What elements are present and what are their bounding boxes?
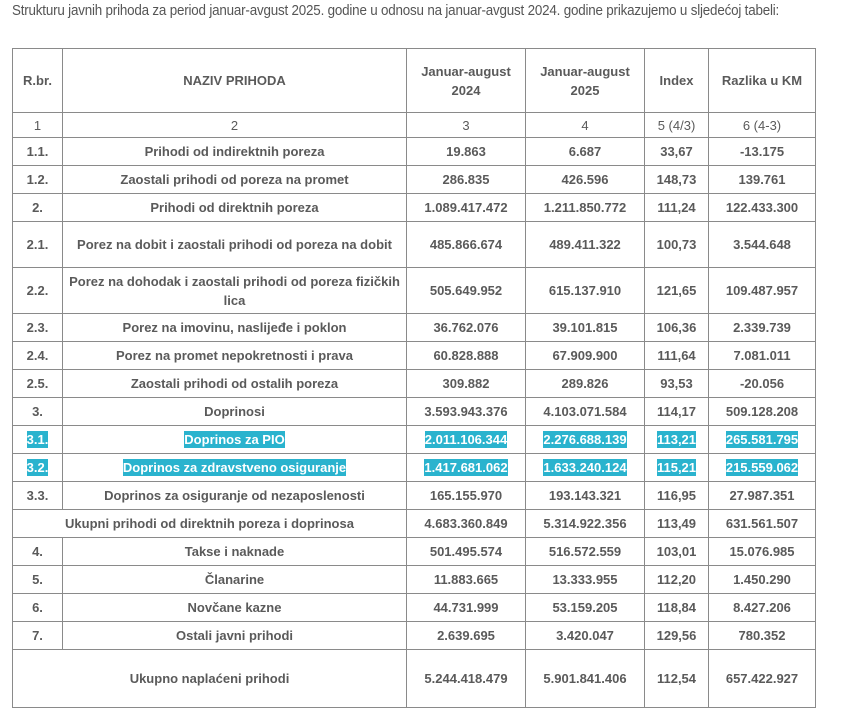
cell-naziv: Porez na promet nepokretnosti i prava	[63, 342, 407, 370]
cell-2025: 13.333.955	[526, 566, 645, 594]
highlighted-text: 115,21	[656, 460, 697, 475]
cell-razlika	[709, 454, 816, 482]
cell-2025: 67.909.900	[526, 342, 645, 370]
cell-index: 118,84	[645, 594, 709, 622]
cell-2025	[526, 454, 645, 482]
header-2024-line1: Januar-august	[421, 63, 511, 79]
table-row-highlighted	[13, 426, 816, 454]
cell-razlika: 2.339.739	[709, 314, 816, 342]
cell-naziv	[63, 454, 407, 482]
cell-razlika: 780.352	[709, 622, 816, 650]
cell-razlika: 3.544.648	[709, 222, 816, 268]
table-row	[13, 194, 816, 222]
cell-2024: 286.835	[407, 166, 526, 194]
cell-rbr: 6.	[13, 594, 63, 622]
cell-2025: 6.687	[526, 138, 645, 166]
cell-2024: 165.155.970	[407, 482, 526, 510]
cell-index: 113,49	[645, 510, 709, 538]
cell-naziv: Doprinos za osiguranje od nezaposlenosti	[63, 482, 407, 510]
cell-razlika: 1.450.290	[709, 566, 816, 594]
cell-2025: 489.411.322	[526, 222, 645, 268]
cell-index: 112,20	[645, 566, 709, 594]
cell-2024: 19.863	[407, 138, 526, 166]
cell-2025: 5.314.922.356	[526, 510, 645, 538]
cell-rbr: 2.1.	[13, 222, 63, 268]
cell-rbr: 4.	[13, 538, 63, 566]
header-2025	[526, 49, 645, 113]
cell-2024: 11.883.665	[407, 566, 526, 594]
cell-naziv: Zaostali prihodi od poreza na promet	[63, 166, 407, 194]
cell-razlika	[709, 426, 816, 454]
cell-2025: 3.420.047	[526, 622, 645, 650]
table-row	[13, 342, 816, 370]
cell-2024	[407, 454, 526, 482]
header-2024-line2: 2024	[451, 82, 481, 98]
cell-index: 129,56	[645, 622, 709, 650]
highlighted-text: 3.1.	[26, 432, 49, 447]
cell-rbr: 7.	[13, 622, 63, 650]
cell-2025: 516.572.559	[526, 538, 645, 566]
cell-2025: 1.211.850.772	[526, 194, 645, 222]
header-razlika: Razlika u KM	[709, 49, 816, 113]
cell-index	[645, 454, 709, 482]
cell-2025: 39.101.815	[526, 314, 645, 342]
cell-index: 111,64	[645, 342, 709, 370]
colnum-2: 2	[63, 113, 407, 138]
table-row	[13, 222, 816, 268]
cell-2025	[526, 426, 645, 454]
table-row	[13, 138, 816, 166]
highlighted-text: 1.417.681.062	[424, 460, 508, 475]
highlighted-text: Doprinos za zdravstveno osiguranje	[122, 460, 347, 475]
cell-naziv: Porez na dobit i zaostali prihodi od poreza na dobit	[63, 222, 407, 268]
header-2025-line2: 2025	[570, 82, 600, 98]
cell-index: 114,17	[645, 398, 709, 426]
cell-naziv: Prihodi od indirektnih poreza	[63, 138, 407, 166]
cell-index: 111,24	[645, 194, 709, 222]
cell-razlika: 139.761	[709, 166, 816, 194]
cell-rbr: 2.	[13, 194, 63, 222]
cell-naziv: Prihodi od direktnih poreza	[63, 194, 407, 222]
highlighted-text: 2.011.106.344	[424, 432, 508, 447]
table-row	[13, 538, 816, 566]
cell-rbr	[13, 426, 63, 454]
colnum-3: 3	[407, 113, 526, 138]
cell-naziv: Novčane kazne	[63, 594, 407, 622]
cell-index: 93,53	[645, 370, 709, 398]
cell-rbr: 2.3.	[13, 314, 63, 342]
table-row	[13, 594, 816, 622]
colnum-5: 5 (4/3)	[645, 113, 709, 138]
subtotal-row	[13, 510, 816, 538]
cell-2024: 4.683.360.849	[407, 510, 526, 538]
cell-2025: 426.596	[526, 166, 645, 194]
cell-razlika: 509.128.208	[709, 398, 816, 426]
cell-2024: 505.649.952	[407, 268, 526, 314]
header-row	[13, 49, 816, 113]
cell-naziv: Zaostali prihodi od ostalih poreza	[63, 370, 407, 398]
table-row	[13, 166, 816, 194]
cell-razlika: 109.487.957	[709, 268, 816, 314]
highlighted-text: 3.2.	[26, 460, 49, 475]
table-row	[13, 622, 816, 650]
cell-rbr: 2.4.	[13, 342, 63, 370]
cell-naziv: Takse i naknade	[63, 538, 407, 566]
cell-razlika: 15.076.985	[709, 538, 816, 566]
cell-naziv: Ukupno naplaćeni prihodi	[13, 650, 407, 708]
cell-2025: 5.901.841.406	[526, 650, 645, 708]
table-row	[13, 314, 816, 342]
cell-2024: 1.089.417.472	[407, 194, 526, 222]
cell-naziv: Članarine	[63, 566, 407, 594]
cell-naziv: Ukupni prihodi od direktnih poreza i doprinosa	[13, 510, 407, 538]
cell-index: 121,65	[645, 268, 709, 314]
highlighted-text: 1.633.240.124	[543, 460, 627, 475]
table-row-highlighted	[13, 454, 816, 482]
cell-index	[645, 426, 709, 454]
cell-2024: 485.866.674	[407, 222, 526, 268]
colnum-1: 1	[13, 113, 63, 138]
highlighted-text: 265.581.795	[725, 432, 799, 447]
cell-naziv: Porez na dohodak i zaostali prihodi od poreza fizičkih lica	[63, 268, 407, 314]
cell-naziv: Porez na imovinu, naslijeđe i poklon	[63, 314, 407, 342]
column-number-row	[13, 113, 816, 138]
cell-index: 100,73	[645, 222, 709, 268]
revenue-table	[12, 48, 816, 708]
cell-2024	[407, 426, 526, 454]
header-index: Index	[645, 49, 709, 113]
table-row	[13, 398, 816, 426]
cell-2025: 289.826	[526, 370, 645, 398]
grand-total-row	[13, 650, 816, 708]
cell-index: 103,01	[645, 538, 709, 566]
highlighted-text: Doprinos za PIO	[184, 432, 285, 447]
cell-razlika: -13.175	[709, 138, 816, 166]
cell-2025: 193.143.321	[526, 482, 645, 510]
cell-razlika: 122.433.300	[709, 194, 816, 222]
cell-index: 33,67	[645, 138, 709, 166]
cell-index: 116,95	[645, 482, 709, 510]
header-2024	[407, 49, 526, 113]
cell-2024: 501.495.574	[407, 538, 526, 566]
cell-naziv: Ostali javni prihodi	[63, 622, 407, 650]
highlighted-text: 2.276.688.139	[543, 432, 627, 447]
cell-razlika: 7.081.011	[709, 342, 816, 370]
cell-rbr: 1.1.	[13, 138, 63, 166]
cell-2024: 309.882	[407, 370, 526, 398]
cell-2024: 3.593.943.376	[407, 398, 526, 426]
header-naziv: NAZIV PRIHODA	[63, 49, 407, 113]
cell-rbr	[13, 454, 63, 482]
cell-razlika: 8.427.206	[709, 594, 816, 622]
cell-naziv	[63, 426, 407, 454]
cell-razlika: 657.422.927	[709, 650, 816, 708]
cell-2024: 2.639.695	[407, 622, 526, 650]
cell-index: 106,36	[645, 314, 709, 342]
cell-rbr: 3.	[13, 398, 63, 426]
cell-2024: 44.731.999	[407, 594, 526, 622]
cell-rbr: 2.5.	[13, 370, 63, 398]
intro-paragraph: Strukturu javnih prihoda za period januar-avgust 2025. godine u odnosu na januar-avgust 2024. godine prikazujemo u sljedećoj tabeli:	[12, 3, 780, 19]
table-row	[13, 370, 816, 398]
header-rbr: R.br.	[13, 49, 63, 113]
table-row	[13, 268, 816, 314]
header-2025-line1: Januar-august	[540, 63, 630, 79]
highlighted-text: 215.559.062	[725, 460, 799, 475]
cell-rbr: 5.	[13, 566, 63, 594]
cell-2025: 4.103.071.584	[526, 398, 645, 426]
highlighted-text: 113,21	[656, 432, 697, 447]
cell-index: 112,54	[645, 650, 709, 708]
cell-razlika: 27.987.351	[709, 482, 816, 510]
colnum-4: 4	[526, 113, 645, 138]
cell-razlika: -20.056	[709, 370, 816, 398]
cell-2024: 60.828.888	[407, 342, 526, 370]
cell-2024: 5.244.418.479	[407, 650, 526, 708]
cell-razlika: 631.561.507	[709, 510, 816, 538]
cell-rbr: 2.2.	[13, 268, 63, 314]
table-row	[13, 482, 816, 510]
cell-2025: 615.137.910	[526, 268, 645, 314]
cell-index: 148,73	[645, 166, 709, 194]
cell-rbr: 3.3.	[13, 482, 63, 510]
cell-2024: 36.762.076	[407, 314, 526, 342]
cell-rbr: 1.2.	[13, 166, 63, 194]
cell-naziv: Doprinosi	[63, 398, 407, 426]
cell-2025: 53.159.205	[526, 594, 645, 622]
colnum-6: 6 (4-3)	[709, 113, 816, 138]
table-row	[13, 566, 816, 594]
